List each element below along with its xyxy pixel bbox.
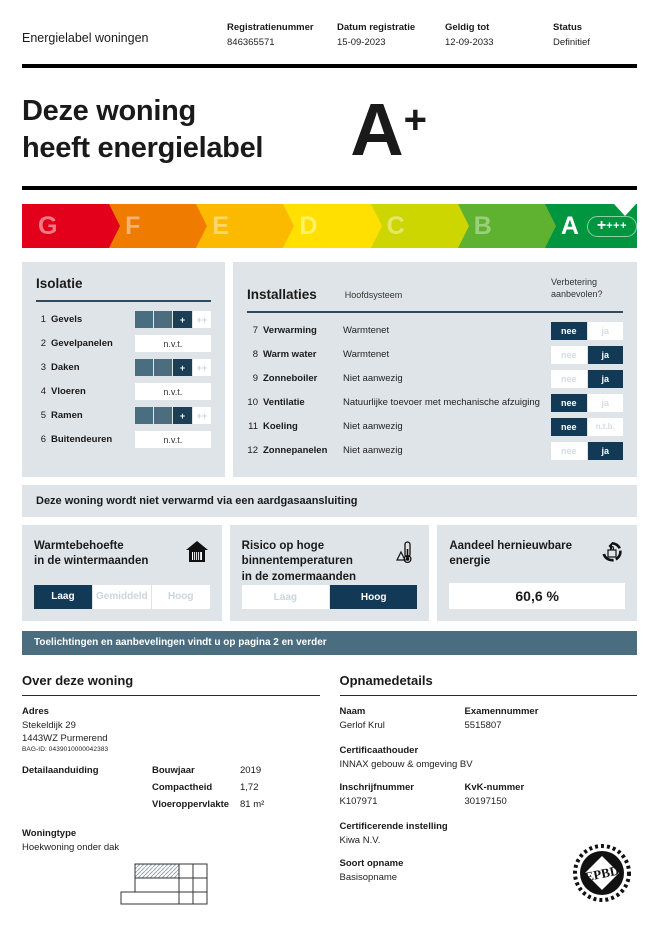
hernieuwbare-energie-value: 60,6 % [449,583,625,609]
spec-row [152,765,264,776]
row-number: 12 [247,445,258,457]
inschrijf-kvk-group [340,782,638,809]
title-line1: Risico op hoge [241,539,325,552]
spec-value: 2019 [240,765,262,777]
title-line2: in de wintermaanden [34,555,149,568]
certificaathouder-value: INNAX gebouw & omgeving BV [339,759,473,771]
badge-plus-extra: +++ [606,219,628,232]
panel-divider [247,311,623,313]
section-divider [340,695,638,696]
kvk-group [465,782,525,809]
field-label: Datum registratie [337,22,416,33]
header-field-geldig-tot [445,22,553,48]
woningtype-diagram-icon [117,859,320,910]
inschrijfnummer-value: K107971 [339,796,378,808]
rating-cell-plus: + [173,311,192,328]
page-title-line2: heeft energielabel [22,132,264,164]
status-badge: Definitief [553,37,590,48]
detailaanduiding-group [22,765,320,816]
badge-plus-main: + [596,217,607,234]
header-field-status [553,22,633,48]
verbetering-toggle[interactable] [551,322,623,340]
field-label: Status [553,22,583,33]
isolatie-row [36,380,211,404]
page-reference-banner: Toelichtingen en aanbevelingen vindt u op pagina 2 en verder [22,631,637,655]
over-deze-woning-section [22,673,320,910]
detailaanduiding-label: Detailaanduiding [22,765,99,777]
row-number: 1 [40,314,46,326]
verbetering-line2: aanbevolen? [551,289,603,300]
kvk-value: 30197150 [464,796,507,808]
naam-value: Gerlof Krul [339,720,385,732]
title-line2: energie [449,555,491,568]
segment-letter: B [473,211,492,240]
isolatie-rating-bar [135,407,211,424]
option-nee[interactable]: nee [551,418,588,436]
gas-connection-banner: Deze woning wordt niet verwarmd via een aardgasaansluiting [22,485,637,517]
row-label: Buitendeuren [51,434,113,446]
option-hoog[interactable]: Hoog [330,585,417,608]
isolatie-row [36,356,211,380]
verbetering-toggle[interactable] [551,418,623,436]
indicator-header [34,539,210,570]
isolatie-panel-header [36,276,211,291]
isolatie-rating-bar [135,359,211,376]
energy-scale [22,204,637,248]
panel-divider [36,300,211,302]
examennummer-value: 5515807 [464,720,502,732]
energy-letter: A [350,87,404,171]
naam-label: Naam [339,706,366,718]
installatie-row [247,343,623,367]
bag-id: BAG-ID: 0439010000042383 [22,746,109,754]
row-label: Zonnepanelen [263,445,328,457]
isolatie-row [36,404,211,428]
spec-key: Bouwjaar [152,765,195,777]
isolatie-row [36,428,211,452]
soort-opname-label: Soort opname [339,858,404,870]
field-label: Geldig tot [445,22,490,33]
indicator-header [242,539,418,586]
rating-cell-plusplus: ++ [193,359,211,376]
segment-letter: E [212,211,229,240]
detail-panels [0,248,659,477]
rating-cell-plusplus: ++ [193,311,211,328]
option-gemiddeld[interactable]: Gemiddeld [93,585,152,609]
energy-scale-segment-B [458,204,545,248]
isolatie-nvt: n.v.t. [135,335,211,352]
rating-cell [154,359,173,376]
isolatie-nvt: n.v.t. [135,383,211,400]
option-nee[interactable]: nee [551,370,588,388]
row-number: 2 [40,338,46,350]
title-block [0,68,659,176]
certificaathouder-label: Certificaathouder [339,745,419,757]
energy-scale-segment-G [22,204,109,248]
isolatie-rows [36,308,211,452]
isolatie-panel [22,262,225,477]
adres-street: Stekeldijk 29 [22,720,76,732]
segment-letter: F [125,211,141,240]
rating-cell [135,359,154,376]
row-number: 11 [248,421,258,433]
row-label: Warm water [263,349,317,361]
spec-value: 81 m² [240,799,265,811]
row-label: Gevels [51,314,83,326]
column-header-hoofdsysteem: Hoofdsysteem [344,290,403,301]
row-label: Vloeren [51,386,86,398]
installatie-row [247,367,623,391]
adres-group [22,706,320,753]
certificaathouder-group [340,745,638,770]
isolatie-rating-bar [135,311,211,328]
document-kind-title: Energielabel woningen [22,31,149,45]
building-specs [152,765,264,816]
document-header [0,0,659,58]
title-line2: binnentemperaturen [241,555,353,568]
row-label: Gevelpanelen [51,338,113,350]
option-ja[interactable]: ja [588,346,624,364]
segment-letter: G [38,211,58,240]
row-label: Zonneboiler [263,373,318,385]
thermometer-icon [391,539,417,565]
energy-label-plus-badge [587,216,637,237]
verbetering-toggle[interactable] [551,370,623,388]
rating-cell [135,311,154,328]
segment-letter: C [386,211,405,240]
inschrijfnummer-label: Inschrijfnummer [339,782,414,794]
installatie-row [247,415,623,439]
field-value: 12-09-2033 [445,37,494,48]
title-line1: Warmtebehoefte [34,539,124,552]
bottom-sections [0,655,659,910]
certificerende-instelling-value: Kiwa N.V. [339,835,381,847]
row-label: Verwarming [263,325,317,337]
row-number: 6 [40,434,46,446]
indicator-risico-hoge-temperatuur [230,525,430,621]
row-system: Niet aanwezig [343,421,403,433]
option-nee[interactable]: nee [551,322,588,340]
rating-cell [135,407,154,424]
risico-options[interactable] [242,585,418,608]
indicator-title [34,539,184,570]
epbd-logo-icon [573,844,631,902]
adres-label: Adres [22,706,49,718]
spec-row [152,782,264,793]
row-system: Warmtenet [343,325,390,337]
indicator-boxes [0,517,659,621]
option-laag[interactable]: Laag [34,585,93,609]
field-value: 15-09-2023 [337,37,386,48]
installatie-row [247,319,623,343]
soort-opname-value: Basisopname [339,872,398,884]
inschrijfnummer-group [340,782,465,809]
installaties-rows [247,319,623,463]
row-number: 5 [40,410,46,422]
row-system: Niet aanwezig [343,445,403,457]
indicator-title [449,539,599,570]
spec-value: 1,72 [240,782,259,794]
installaties-panel [233,262,637,477]
option-nee[interactable]: nee [551,394,588,412]
examennummer-group [465,706,539,733]
row-system: Natuurlijke toevoer met mechanische afzuiging [343,397,540,409]
title-line1: Aandeel hernieuwbare [449,539,573,552]
installatie-row [247,391,623,415]
woningtype-group [22,828,320,853]
energy-scale-segment-C [371,204,458,248]
section-title: Over deze woning [22,672,134,688]
row-number: 8 [252,349,258,361]
option-ja[interactable]: n.t.b. [588,418,624,436]
spec-key: Compactheid [152,782,213,794]
row-system: Niet aanwezig [343,373,403,385]
woningtype-label: Woningtype [22,828,77,840]
field-value: 846365571 [227,37,275,48]
header-field-registratienummer [227,22,337,48]
row-number: 3 [40,362,46,374]
certificerende-instelling-group [340,821,638,846]
row-label: Daken [51,362,80,374]
isolatie-nvt: n.v.t. [135,431,211,448]
naam-examennummer-group [340,706,638,733]
verbetering-toggle[interactable] [551,346,623,364]
installaties-panel-header [247,276,623,302]
warmtebehoefte-options[interactable] [34,585,210,609]
row-label: Koeling [263,421,298,433]
option-ja[interactable]: ja [588,394,624,412]
rating-cell [154,311,173,328]
renewable-icon [599,539,625,565]
energy-scale-segment-E [196,204,283,248]
installaties-title: Installaties [247,287,317,303]
row-number: 10 [247,397,258,409]
rating-cell-plusplus: ++ [193,407,211,424]
page-title-line1: Deze woning [22,95,196,128]
isolatie-row [36,308,211,332]
option-hoog[interactable]: Hoog [152,585,210,609]
option-laag[interactable]: Laag [242,585,330,608]
segment-letter: A [560,211,579,240]
row-label: Ramen [51,410,83,422]
isolatie-row [36,332,211,356]
option-nee[interactable]: nee [551,346,588,364]
section-title: Opnamedetails [339,672,433,688]
spec-row [152,799,264,810]
house-heat-icon [184,539,210,565]
examennummer-label: Examennummer [464,706,539,718]
indicator-hernieuwbare-energie [437,525,637,621]
option-ja[interactable]: ja [588,322,624,340]
option-ja[interactable]: ja [588,370,624,388]
adres-city: 1443WZ Purmerend [22,733,108,745]
header-field-datum-registratie [337,22,445,48]
woningtype-value: Hoekwoning onder dak [22,842,120,854]
header-field-group [227,22,637,48]
spec-key: Vloeroppervlakte [152,799,230,811]
certificerende-instelling-label: Certificerende instelling [339,821,448,833]
field-label: Registratienummer [227,22,314,33]
energy-scale-segment-F [109,204,196,248]
row-number: 9 [252,373,258,385]
verbetering-line1: Verbetering [551,277,598,287]
naam-group [340,706,465,733]
rating-cell [154,407,173,424]
indicator-title [242,539,392,586]
column-header-verbetering [551,276,623,302]
energy-plus: + [403,97,427,142]
energy-scale-segment-D [283,204,370,248]
page-title [22,93,350,166]
kvk-label: KvK-nummer [464,782,525,794]
segment-letter: D [299,211,318,240]
row-number: 7 [252,325,258,337]
isolatie-title: Isolatie [36,276,83,291]
option-nee[interactable]: nee [551,442,588,460]
row-number: 4 [40,386,46,398]
rating-cell-plus: + [173,359,192,376]
energy-scale-section [0,190,659,248]
installatie-row [247,439,623,463]
row-label: Ventilatie [263,397,305,409]
row-system: Warmtenet [343,349,390,361]
title-line3: in de zomermaanden [241,570,357,583]
epbd-logo-text: EPBD [583,862,621,885]
indicator-warmtebehoefte [22,525,222,621]
energy-scale-marker [614,204,636,216]
verbetering-toggle[interactable] [551,394,623,412]
rating-cell-plus: + [173,407,192,424]
indicator-header [449,539,625,570]
verbetering-toggle[interactable] [551,442,623,460]
option-ja[interactable]: ja [588,442,624,460]
section-divider [22,695,320,696]
energy-label-letter-large [350,87,427,171]
